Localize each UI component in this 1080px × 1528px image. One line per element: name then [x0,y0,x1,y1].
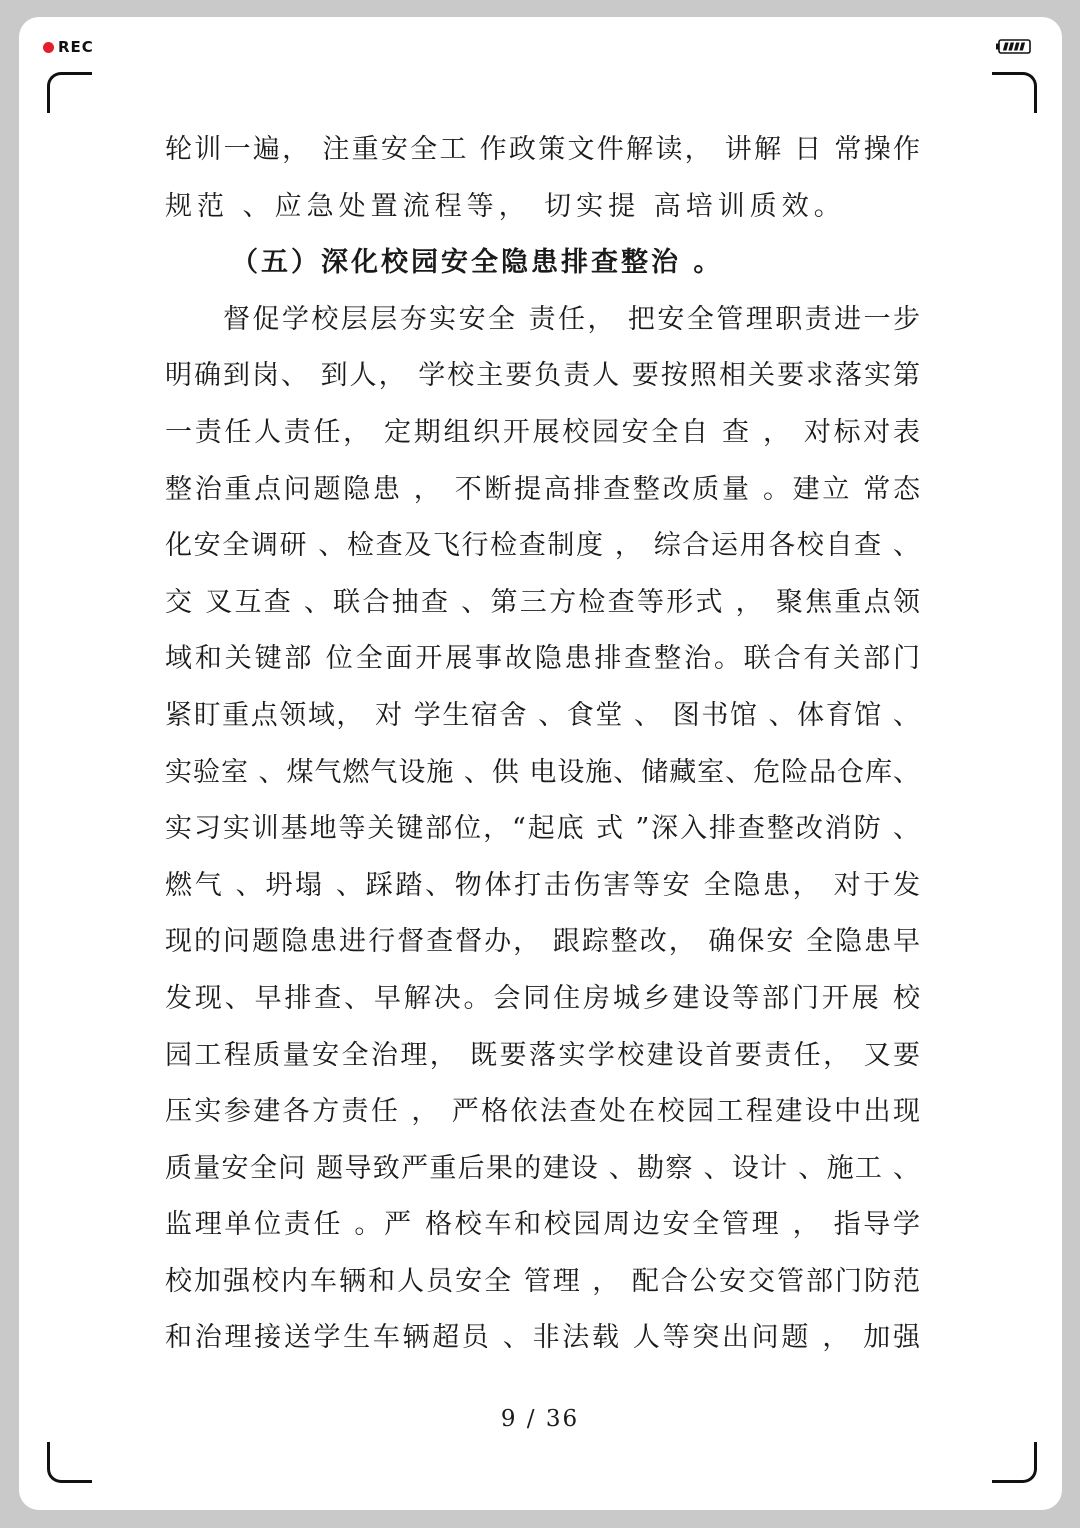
text-line: 实习实训基地等关键部位，“起底 式 ”深入排查整改消防 、 [165,813,920,845]
text-line: 督促学校层层夯实安全 责任， 把安全管理职责进一步 [223,303,920,335]
text-line: 实验室 、煤气燃气设施 、供 电设施、储藏室、危险品仓库、 [165,756,920,788]
text-line: 化安全调研 、检查及飞行检查制度 ， 综合运用各校自查 、 [165,530,920,562]
document-body [165,122,920,1367]
text-line: 域和关键部 位全面开展事故隐患排查整治。联合有关部门 [165,643,920,675]
viewfinder-corner-top-right [992,72,1037,113]
recording-indicator [43,38,94,56]
text-line: 监理单位责任 。严 格校车和校园周边安全管理 ， 指导学 [165,1209,920,1241]
text-line: 规范 、应急处置流程等， 切实提 高培训质效。 [165,190,846,222]
viewfinder-corner-bottom-left [47,1442,92,1483]
text-line: 一责任人责任， 定期组织开展校园安全自 查 ， 对标对表 [165,416,920,448]
text-line: 明确到岗、 到人， 学校主要负责人 要按照相关要求落实第 [165,360,920,392]
text-line: 整治重点问题隐患 ， 不断提高排查整改质量 。建立 常态 [165,473,920,505]
text-line: 燃气 、坍塌 、踩踏、物体打击伤害等安 全隐患， 对于发 [165,869,920,901]
text-line: 和治理接送学生车辆超员 、非法载 人等突出问题 ， 加强 [165,1322,920,1354]
viewfinder-corner-bottom-right [992,1442,1037,1483]
battery-icon [996,39,1032,54]
text-line: 校加强校内车辆和人员安全 管理 ， 配合公安交管部门防范 [165,1265,920,1297]
record-dot-icon [43,42,54,53]
text-line: 发现、早排查、早解决。会同住房城乡建设等部门开展 校 [165,982,920,1014]
section-heading: （五）深化校园安全隐患排查整治 。 [231,247,724,279]
text-line: 园工程质量安全治理， 既要落实学校建设首要责任， 又要 [165,1039,920,1071]
page-indicator: 9 / 36 [500,1406,580,1432]
text-line: 现的问题隐患进行督查督办， 跟踪整改， 确保安 全隐患早 [165,926,920,958]
rec-label: REC [58,38,94,56]
text-line: 质量安全问 题导致严重后果的建设 、勘察 、设计 、施工 、 [165,1152,920,1184]
text-line: 压实参建各方责任 ， 严格依法查处在校园工程建设中出现 [165,1096,920,1128]
text-line: 交 叉互查 、联合抽查 、第三方检查等形式 ， 聚焦重点领 [165,586,920,618]
text-line: 紧盯重点领域， 对 学生宿舍 、食堂 、 图书馆 、体育馆 、 [165,699,920,731]
viewfinder-corner-top-left [47,72,92,113]
text-line: 轮训一遍， 注重安全工 作政策文件解读， 讲解 日 常操作 [165,134,920,165]
